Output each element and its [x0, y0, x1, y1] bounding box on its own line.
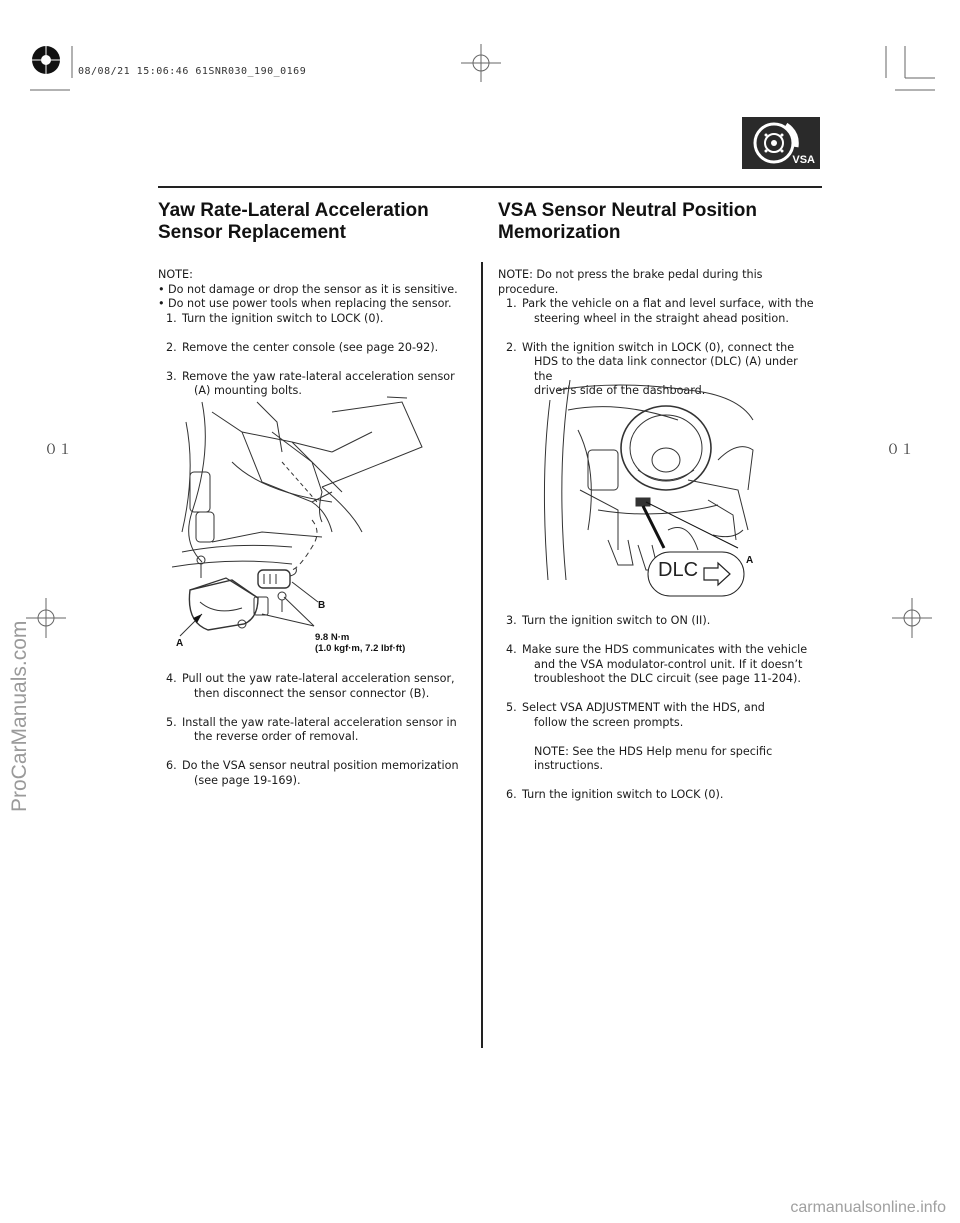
callout-b-connector: B [318, 600, 326, 611]
sensor-illustration [172, 392, 472, 652]
left-column-steps [158, 672, 478, 788]
step-6: 6. Do the VSA sensor neutral position memorization (see page 19-169). [166, 759, 459, 787]
step-5: 5. Select VSA ADJUSTMENT with the HDS, and follow the screen prompts. NOTE: See the HDS Help menu for specific instructions. [498, 701, 818, 774]
right-column-intro: NOTE: Do not press the brake pedal during this procedure. 1. Park the vehicle on a flat and level surface, with the steering wheel in the straight ahead position. 2. With the ignition switch in LOCK (0), connect the HDS to the data link connector (DLC) (A) under the driver’s side of the dashboard. [498, 268, 818, 399]
step-5: 5. Install the yaw rate-lateral acceleration sensor in the reverse order of removal. [166, 715, 457, 743]
right-note: NOTE: Do not press the brake pedal during this [498, 268, 763, 281]
side-watermark: ProCarManuals.com [8, 620, 31, 812]
step-2: 2. Remove the center console (see page 20-92). [166, 340, 439, 354]
step-4: 4. Pull out the yaw rate-lateral acceleration sensor, then disconnect the sensor connector (B). [166, 672, 455, 700]
torque-spec: 9.8 N·m (1.0 kgf·m, 7.2 lbf·ft) [315, 632, 406, 654]
note-label: NOTE: [158, 268, 193, 281]
sub-note: NOTE: See the HDS Help menu for specific [534, 744, 773, 758]
vsa-label: VSA [792, 154, 815, 166]
step-2: 2. With the ignition switch in LOCK (0), connect the HDS to the data link connector (DLC) (A) under the driver’s side of the dashboard. [506, 340, 798, 397]
vsa-section-badge [742, 117, 820, 169]
header-rule [158, 186, 822, 188]
side-mark-left: ０１ [44, 442, 72, 458]
step-3: 3. Remove the yaw rate-lateral acceleration sensor (A) mounting bolts. [166, 369, 455, 397]
step-3: 3. Turn the ignition switch to ON (II). [506, 614, 711, 627]
callout-a-dlc: A [746, 555, 754, 566]
left-section-title: Yaw Rate-Lateral Acceleration Sensor Replacement [158, 200, 429, 243]
note-item: • Do not damage or drop the sensor as it is sensitive. [158, 282, 458, 296]
right-column-steps [498, 614, 818, 803]
print-stamp: 08/08/21 15:06:46 61SNR030_190_0169 [78, 66, 307, 77]
step-1: 1. Turn the ignition switch to LOCK (0). [166, 311, 384, 325]
left-column-intro [158, 268, 478, 399]
step-6: 6. Turn the ignition switch to LOCK (0). [506, 788, 724, 801]
footer-watermark: carmanualsonline.info [790, 1199, 946, 1216]
step-1: 1. Park the vehicle on a flat and level surface, with the steering wheel in the straight ahead position. [506, 297, 814, 325]
step-4: 4. Make sure the HDS communicates with the vehicle and the VSA modulator-control unit. If it doesn’t troubleshoot the DLC circuit (see page 11-204). [506, 643, 808, 685]
dlc-label: DLC [658, 559, 699, 581]
side-mark-right: ０１ [886, 442, 914, 458]
column-divider [481, 262, 483, 1048]
callout-a-sensor: A [176, 638, 184, 649]
right-section-title: VSA Sensor Neutral Position Memorization [498, 200, 758, 243]
note-item: • Do not use power tools when replacing the sensor. [158, 297, 452, 310]
